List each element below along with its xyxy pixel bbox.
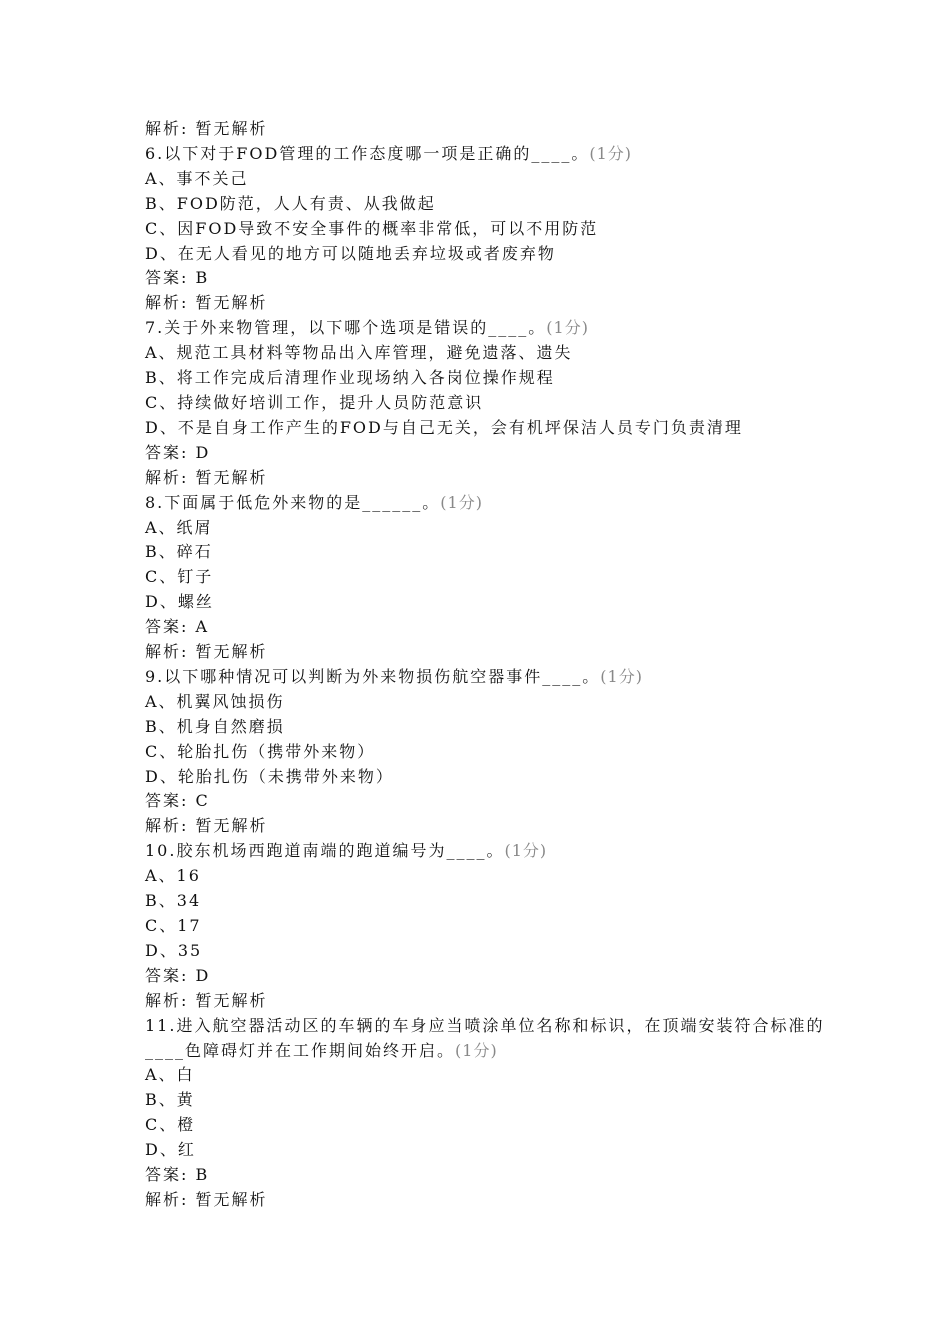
question-text: 7.关于外来物管理，以下哪个选项是错误的____。 (145, 318, 547, 338)
score-label: (1分) (440, 492, 483, 512)
question-block (145, 316, 825, 490)
answer-option: A、规范工具材料等物品出入库管理，避免遗落、遗失 (145, 343, 573, 363)
question-block (145, 839, 825, 1013)
answer-line: 答案: A (145, 617, 210, 637)
question-stem (145, 1014, 825, 1064)
question-stem (145, 839, 825, 864)
analysis-line: 解析: 暂无解析 (145, 816, 268, 836)
question-block (145, 1014, 825, 1213)
answer-option: C、因FOD导致不安全事件的概率非常低，可以不用防范 (145, 218, 599, 238)
answer-option: B、黄 (145, 1090, 195, 1110)
question-block (145, 491, 825, 665)
answer-line: 答案: D (145, 965, 211, 985)
answer-option: B、将工作完成后清理作业现场纳入各岗位操作规程 (145, 368, 555, 388)
answer-option: B、机身自然磨损 (145, 716, 285, 736)
answer-line: 答案: D (145, 442, 211, 462)
question-block (145, 665, 825, 839)
score-label: (1分) (455, 1040, 498, 1060)
question-text: 9.以下哪种情况可以判断为外来物损伤航空器事件____。 (145, 666, 601, 686)
question-text: 6.以下对于FOD管理的工作态度哪一项是正确的____。 (145, 143, 590, 163)
question-text: 10.胶东机场西跑道南端的跑道编号为____。 (145, 841, 505, 861)
answer-option: C、持续做好培训工作，提升人员防范意识 (145, 392, 484, 412)
answer-option: B、FOD防范，人人有责、从我做起 (145, 193, 436, 213)
answer-option: D、轮胎扎伤（未携带外来物） (145, 766, 394, 786)
answer-option: C、橙 (145, 1115, 196, 1135)
analysis-line: 解析: 暂无解析 (145, 467, 268, 487)
question-stem (145, 142, 825, 167)
question-stem (145, 491, 825, 516)
answer-option: A、事不关己 (145, 168, 249, 188)
answer-option: D、红 (145, 1140, 196, 1160)
analysis-line: 解析: 暂无解析 (145, 293, 268, 313)
analysis-line: 解析: 暂无解析 (145, 1189, 268, 1209)
question-stem (145, 316, 825, 341)
score-label: (1分) (589, 143, 632, 163)
answer-line: 答案: B (145, 268, 210, 288)
score-label: (1分) (504, 841, 548, 861)
analysis-line: 解析: 暂无解析 (145, 119, 268, 138)
answer-option: D、35 (145, 940, 203, 960)
answer-line: 答案: B (145, 1165, 210, 1185)
question-text: 8.下面属于低危外来物的是______。 (145, 492, 441, 512)
answer-line: 答案: C (145, 791, 210, 811)
answer-option: A、机翼风蚀损伤 (145, 691, 285, 711)
answer-option: A、白 (145, 1065, 195, 1085)
analysis-line: 解析: 暂无解析 (145, 990, 268, 1010)
question-text: 11.进入航空器活动区的车辆的车身应当喷涂单位名称和标识，在顶端安装符合标准的____色障碍灯并在工作期间始终开启。 (145, 1015, 825, 1060)
answer-option: B、34 (145, 891, 202, 911)
answer-option: B、碎石 (145, 542, 213, 562)
answer-option: A、16 (145, 866, 201, 886)
answer-option: C、钉子 (145, 567, 214, 587)
question-stem (145, 665, 825, 690)
document-body (145, 117, 825, 1213)
answer-option: A、纸屑 (145, 517, 213, 537)
answer-option: C、轮胎扎伤（携带外来物） (145, 741, 376, 761)
score-label: (1分) (600, 666, 643, 686)
question-list (145, 142, 825, 1213)
question-block (145, 142, 825, 316)
answer-option: D、在无人看见的地方可以随地丢弃垃圾或者废弃物 (145, 243, 556, 263)
answer-option: C、17 (145, 916, 202, 935)
answer-option: D、螺丝 (145, 592, 214, 612)
analysis-line: 解析: 暂无解析 (145, 642, 268, 662)
answer-option: D、不是自身工作产生的FOD与自己无关，会有机坪保洁人员专门负责清理 (145, 417, 743, 437)
score-label: (1分) (546, 318, 589, 338)
